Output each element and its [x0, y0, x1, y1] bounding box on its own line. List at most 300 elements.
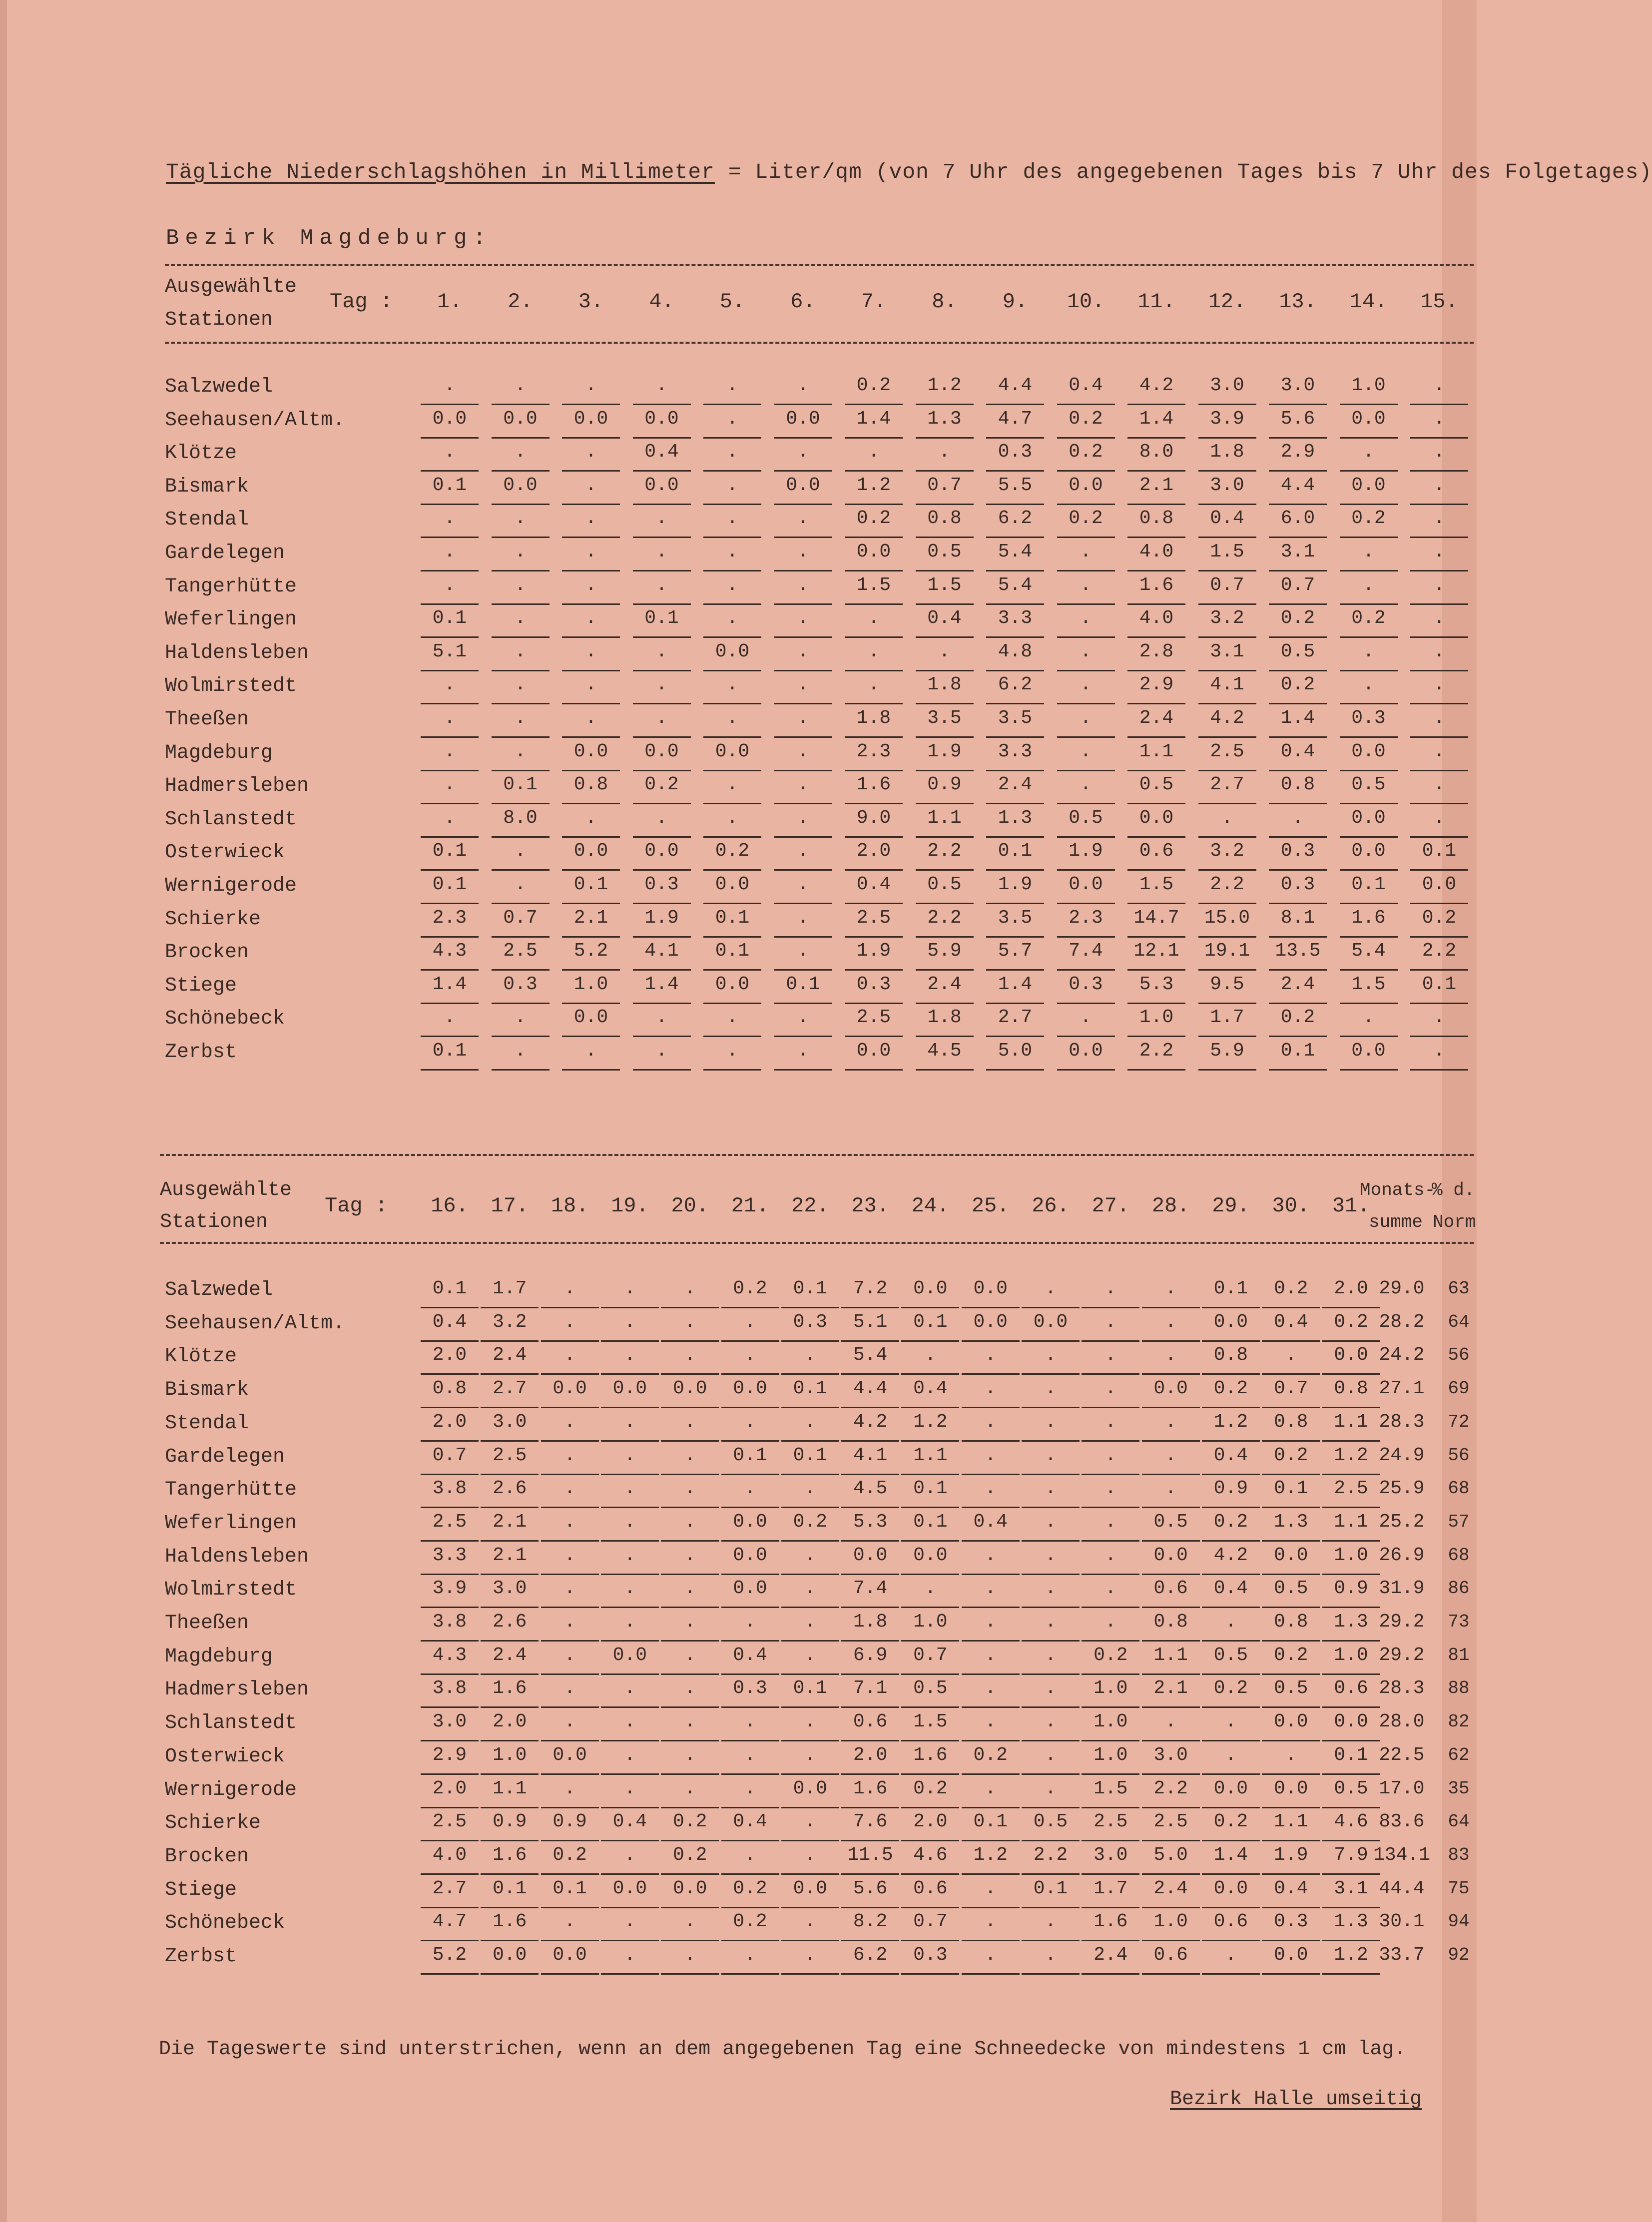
precip-cell: .	[633, 1036, 691, 1071]
precip-cell: 1.8	[1198, 437, 1256, 472]
precip-cell: .	[721, 1407, 779, 1442]
precip-cell: 3.1	[1269, 537, 1327, 571]
precip-cell: 1.1	[1262, 1807, 1320, 1841]
precip-cell: 1.0	[562, 970, 620, 1004]
station-name: Zerbst	[165, 1041, 237, 1064]
precip-cell: .	[721, 1774, 779, 1808]
precip-cell: 0.8	[421, 1374, 479, 1408]
precip-cell: 1.1	[1142, 1641, 1200, 1675]
precip-cell: .	[781, 1840, 839, 1875]
precip-cell: .	[1022, 1507, 1080, 1542]
precip-cell: 0.0	[562, 1003, 620, 1037]
precip-cell: .	[421, 570, 479, 605]
precip-cell: .	[661, 1907, 719, 1941]
station-name: Hadmersleben	[165, 1678, 309, 1701]
precip-cell: .	[703, 603, 761, 638]
precip-cell: 2.2	[1198, 870, 1256, 904]
precip-cell: 2.4	[1269, 970, 1327, 1004]
precip-cell: 5.1	[421, 637, 479, 671]
table-row	[0, 1507, 1477, 1540]
precip-cell: 5.3	[841, 1507, 899, 1542]
precip-cell: 0.2	[1262, 1441, 1320, 1475]
precip-cell: .	[721, 1607, 779, 1642]
table-row	[0, 737, 1477, 770]
precip-cell: 2.9	[1269, 437, 1327, 472]
monthly-sum: 31.9	[1379, 1578, 1425, 1600]
percent-of-norm: 68	[1448, 1478, 1470, 1499]
precip-cell: .	[703, 537, 761, 571]
precip-cell: .	[633, 1003, 691, 1037]
precip-cell: 0.0	[1057, 1036, 1115, 1071]
table-row	[0, 1407, 1477, 1440]
precip-cell: 1.1	[901, 1441, 959, 1475]
precip-cell: .	[1022, 1740, 1080, 1775]
precip-cell: 0.4	[1057, 371, 1115, 405]
precip-cell: .	[781, 1474, 839, 1508]
precip-cell: 1.1	[1127, 737, 1185, 771]
station-name: Seehausen/Altm.	[165, 409, 345, 432]
station-name: Gardelegen	[165, 1445, 285, 1468]
precip-cell: 0.0	[703, 970, 761, 1004]
precip-cell: 2.2	[1410, 936, 1468, 971]
monthly-sum: 28.3	[1379, 1411, 1425, 1433]
precip-cell: 2.0	[421, 1774, 479, 1808]
precip-cell: 1.0	[1322, 1541, 1380, 1575]
table-row	[0, 1607, 1477, 1640]
precip-cell: 0.4	[721, 1641, 779, 1675]
precip-cell: .	[541, 1307, 599, 1342]
precip-cell: 0.9	[481, 1807, 539, 1841]
precip-cell: 1.9	[986, 870, 1044, 904]
precip-cell: .	[962, 1774, 1020, 1808]
divider-table2-top	[160, 1154, 1474, 1156]
precip-cell: .	[774, 703, 832, 738]
day-header: 25.	[971, 1194, 1010, 1218]
precip-cell: 0.0	[721, 1541, 779, 1575]
table-row	[0, 1874, 1477, 1907]
precip-cell: 0.7	[901, 1641, 959, 1675]
precip-cell: .	[962, 1574, 1020, 1608]
precip-cell: .	[1410, 471, 1468, 505]
precip-cell: 0.6	[1142, 1940, 1200, 1975]
percent-of-norm: 68	[1448, 1545, 1470, 1566]
precip-cell: 4.1	[633, 936, 691, 971]
precip-cell: 0.8	[1262, 1607, 1320, 1642]
precip-cell: 1.4	[845, 404, 903, 439]
table-row	[0, 1036, 1477, 1069]
day-header: 28.	[1151, 1194, 1190, 1218]
precip-cell: .	[774, 637, 832, 671]
precip-cell: 0.0	[1142, 1374, 1200, 1408]
precip-cell: .	[774, 936, 832, 971]
precip-cell: 0.1	[962, 1807, 1020, 1841]
precip-cell: 5.6	[841, 1874, 899, 1908]
precip-cell: .	[1057, 637, 1115, 671]
precip-cell: 0.2	[661, 1840, 719, 1875]
precip-cell: 0.0	[541, 1740, 599, 1775]
precip-cell: .	[774, 670, 832, 704]
percent-of-norm: 62	[1448, 1744, 1470, 1765]
precip-cell: 0.0	[1262, 1774, 1320, 1808]
precip-cell: 1.0	[481, 1740, 539, 1775]
precip-cell: 2.0	[421, 1407, 479, 1442]
precip-cell: 0.2	[901, 1774, 959, 1808]
monthly-sum: 28.2	[1379, 1311, 1425, 1333]
station-name: Wernigerode	[165, 875, 297, 897]
precip-cell: 0.1	[492, 770, 550, 804]
precip-cell: .	[661, 1673, 719, 1708]
precip-cell: 4.2	[1127, 371, 1185, 405]
precip-cell: 0.2	[1262, 1274, 1320, 1308]
precip-cell: 5.9	[916, 936, 974, 971]
precip-cell: 0.3	[492, 970, 550, 1004]
table-row	[0, 1807, 1477, 1840]
precip-cell: 2.5	[481, 1441, 539, 1475]
precip-cell: 1.0	[1082, 1707, 1139, 1741]
precip-cell: .	[661, 1607, 719, 1642]
precip-cell: .	[721, 1307, 779, 1342]
precip-cell: 0.0	[774, 404, 832, 439]
precip-cell: .	[1142, 1441, 1200, 1475]
precip-cell: 1.8	[841, 1607, 899, 1642]
precip-cell: .	[562, 537, 620, 571]
precip-cell: .	[1340, 437, 1398, 472]
day-header: 22.	[791, 1194, 829, 1218]
precip-cell: .	[703, 371, 761, 405]
precip-cell: 2.4	[916, 970, 974, 1004]
precip-cell: .	[774, 870, 832, 904]
precip-cell: .	[916, 437, 974, 472]
day-header: 30.	[1272, 1194, 1310, 1218]
precip-cell: 0.0	[1202, 1307, 1260, 1342]
precip-cell: .	[1082, 1274, 1139, 1308]
precip-cell: 1.3	[1322, 1907, 1380, 1941]
precip-cell: 1.4	[1202, 1840, 1260, 1875]
monthly-sum: 44.4	[1379, 1877, 1425, 1899]
precip-cell: .	[1082, 1374, 1139, 1408]
precip-cell: 0.0	[1340, 1036, 1398, 1071]
precip-cell: 1.1	[1322, 1407, 1380, 1442]
precip-cell: .	[633, 371, 691, 405]
station-name: Schlanstedt	[165, 808, 297, 831]
precip-cell: .	[492, 603, 550, 638]
precip-cell: 0.1	[1410, 836, 1468, 871]
precip-cell: .	[1142, 1407, 1200, 1442]
precip-cell: 0.5	[916, 537, 974, 571]
station-name: Magdeburg	[165, 1645, 273, 1668]
precip-cell: 2.5	[492, 936, 550, 971]
precip-cell: 2.7	[1198, 770, 1256, 804]
precip-cell: 1.8	[916, 1003, 974, 1037]
precip-cell: 0.1	[1340, 870, 1398, 904]
title-main: Tägliche Niederschlagshöhen in Millimeter	[166, 160, 715, 184]
day-header: 18.	[551, 1194, 589, 1218]
precip-cell: .	[1022, 1774, 1080, 1808]
monthly-sum: 33.7	[1379, 1944, 1425, 1966]
day-header: 3.	[578, 290, 604, 314]
precip-cell: .	[1022, 1607, 1080, 1642]
table-row	[0, 1840, 1477, 1873]
precip-cell: .	[962, 1940, 1020, 1975]
precip-cell: 0.0	[1262, 1707, 1320, 1741]
precip-cell: 0.1	[1410, 970, 1468, 1004]
precip-cell: .	[781, 1641, 839, 1675]
precip-cell: 0.4	[1262, 1307, 1320, 1342]
precip-cell: .	[541, 1574, 599, 1608]
precip-cell: .	[492, 437, 550, 472]
precip-cell: 1.9	[916, 737, 974, 771]
precip-cell: .	[774, 803, 832, 838]
precip-cell: 0.2	[1057, 437, 1115, 472]
precip-cell: .	[541, 1541, 599, 1575]
precip-cell: .	[703, 504, 761, 538]
precip-cell: 2.3	[421, 903, 479, 938]
precip-cell: 0.1	[901, 1307, 959, 1342]
precip-cell: 0.2	[781, 1507, 839, 1542]
precip-cell: .	[1410, 1036, 1468, 1071]
day-header: 10.	[1067, 290, 1105, 314]
precip-cell: 0.3	[1269, 836, 1327, 871]
precip-cell: 3.0	[421, 1707, 479, 1741]
precip-cell: .	[601, 1441, 659, 1475]
precip-cell: 0.5	[1262, 1673, 1320, 1708]
precip-cell: .	[541, 1907, 599, 1941]
station-name: Osterwieck	[165, 1745, 285, 1768]
precip-cell: 0.0	[633, 404, 691, 439]
precip-cell: 1.1	[916, 803, 974, 838]
precip-cell: 0.0	[1142, 1541, 1200, 1575]
precip-cell: 12.1	[1127, 936, 1185, 971]
precip-cell: .	[541, 1507, 599, 1542]
precip-cell: .	[541, 1274, 599, 1308]
precip-cell: 0.0	[661, 1874, 719, 1908]
precip-cell: 0.7	[916, 471, 974, 505]
day-header: 8.	[932, 290, 957, 314]
precip-cell: 0.4	[633, 437, 691, 472]
precip-cell: 3.0	[1142, 1740, 1200, 1775]
precip-cell: 1.6	[1127, 570, 1185, 605]
day-header: 2.	[508, 290, 533, 314]
precip-cell: 0.2	[1057, 504, 1115, 538]
precip-cell: 0.9	[1202, 1474, 1260, 1508]
precip-cell: 0.0	[721, 1507, 779, 1542]
precip-cell: .	[601, 1707, 659, 1741]
percent-of-norm: 72	[1448, 1411, 1470, 1432]
station-name: Theeßen	[165, 1612, 249, 1635]
precip-cell: .	[492, 371, 550, 405]
day-header: 21.	[731, 1194, 769, 1218]
precip-cell: 3.5	[986, 903, 1044, 938]
precip-cell: 0.1	[1202, 1274, 1260, 1308]
precip-cell: 4.0	[1127, 603, 1185, 638]
precip-cell: .	[962, 1374, 1020, 1408]
precip-cell: 0.0	[601, 1641, 659, 1675]
station-name: Brocken	[165, 1845, 249, 1868]
precip-cell: .	[661, 1774, 719, 1808]
header2-sum-line2: summe	[1369, 1212, 1423, 1232]
precip-cell: 1.8	[845, 703, 903, 738]
precip-cell: 4.6	[901, 1840, 959, 1875]
station-name: Salzwedel	[165, 376, 273, 398]
precip-cell: 4.3	[421, 936, 479, 971]
station-name: Stiege	[165, 1878, 237, 1901]
precip-cell: 0.4	[1198, 504, 1256, 538]
station-name: Wolmirstedt	[165, 1579, 297, 1602]
precip-cell: 2.9	[1127, 670, 1185, 704]
precip-cell: 0.0	[541, 1374, 599, 1408]
precip-cell: 1.7	[1198, 1003, 1256, 1037]
precip-cell: 4.5	[916, 1036, 974, 1071]
precip-cell: 1.2	[1202, 1407, 1260, 1442]
precip-cell: 3.3	[986, 603, 1044, 638]
precip-cell: .	[1410, 770, 1468, 804]
precip-cell: 7.6	[841, 1807, 899, 1841]
precip-cell: 1.0	[1322, 1641, 1380, 1675]
day-header: 11.	[1137, 290, 1175, 314]
station-name: Haldensleben	[165, 1545, 309, 1568]
precip-cell: 5.0	[986, 1036, 1044, 1071]
precip-cell: .	[421, 504, 479, 538]
precip-cell: 0.0	[633, 737, 691, 771]
precip-cell: 8.0	[1127, 437, 1185, 472]
table-row	[0, 703, 1477, 736]
precip-cell: .	[703, 437, 761, 472]
precip-cell: 2.6	[481, 1607, 539, 1642]
precip-cell: .	[1262, 1740, 1320, 1775]
precip-cell: .	[562, 504, 620, 538]
precip-cell: 0.0	[845, 537, 903, 571]
precip-cell: 0.7	[421, 1441, 479, 1475]
precip-cell: 0.8	[1262, 1407, 1320, 1442]
day-header: 19.	[611, 1194, 649, 1218]
precip-cell: .	[541, 1707, 599, 1741]
precip-cell: 0.1	[781, 1441, 839, 1475]
precip-cell: 4.4	[986, 371, 1044, 405]
precip-cell: 1.4	[1127, 404, 1185, 439]
precip-cell: 2.5	[1198, 737, 1256, 771]
precip-cell: .	[1410, 637, 1468, 671]
day-header: 1.	[437, 290, 463, 314]
table-row	[0, 1907, 1477, 1940]
precip-cell: .	[601, 1774, 659, 1808]
precip-cell: .	[421, 770, 479, 804]
precip-cell: 2.5	[421, 1507, 479, 1542]
precip-cell: .	[1198, 803, 1256, 838]
station-name: Schlanstedt	[165, 1712, 297, 1735]
precip-cell: .	[1057, 670, 1115, 704]
precip-cell: 5.4	[1340, 936, 1398, 971]
precip-cell: 0.0	[781, 1874, 839, 1908]
precip-cell: 0.3	[901, 1940, 959, 1975]
precip-cell: .	[661, 1441, 719, 1475]
precip-cell: 1.5	[916, 570, 974, 605]
precip-cell: 0.3	[1269, 870, 1327, 904]
table-row	[0, 1274, 1477, 1307]
precip-cell: 0.0	[1022, 1307, 1080, 1342]
precip-cell: 3.2	[481, 1307, 539, 1342]
day-header: 17.	[491, 1194, 529, 1218]
precip-cell: 4.4	[841, 1374, 899, 1408]
precip-cell: .	[1057, 737, 1115, 771]
table-row	[0, 1574, 1477, 1607]
precip-cell: 0.5	[1142, 1507, 1200, 1542]
header-label-line1: Ausgewählte	[165, 276, 297, 298]
precip-cell: 3.5	[916, 703, 974, 738]
precip-cell: .	[661, 1940, 719, 1975]
precip-cell: .	[703, 1003, 761, 1037]
precip-cell: .	[601, 1340, 659, 1375]
precip-cell: 3.0	[1198, 371, 1256, 405]
precip-cell: .	[1142, 1307, 1200, 1342]
table-row	[0, 1673, 1477, 1706]
station-name: Haldensleben	[165, 641, 309, 664]
table-row	[0, 1707, 1477, 1740]
precip-cell: 6.2	[986, 504, 1044, 538]
precip-cell: 2.1	[481, 1507, 539, 1542]
precip-cell: 0.4	[901, 1374, 959, 1408]
precip-cell: .	[1410, 703, 1468, 738]
precip-cell: 1.9	[633, 903, 691, 938]
precip-cell: 7.4	[841, 1574, 899, 1608]
precip-cell: 0.0	[845, 1036, 903, 1071]
precip-cell: 1.8	[916, 670, 974, 704]
precip-cell: 3.2	[1198, 603, 1256, 638]
station-name: Stendal	[165, 509, 249, 532]
precip-cell: 0.0	[1057, 471, 1115, 505]
percent-of-norm: 88	[1448, 1678, 1470, 1699]
table-row	[0, 903, 1477, 936]
monthly-sum: 25.9	[1379, 1478, 1425, 1500]
precip-cell: 0.0	[1340, 404, 1398, 439]
precip-cell: 1.6	[1082, 1907, 1139, 1941]
header-label-line2: Stationen	[165, 309, 273, 331]
precip-cell: .	[633, 670, 691, 704]
precip-cell: 1.3	[1322, 1607, 1380, 1642]
precip-cell: .	[1022, 1574, 1080, 1608]
precip-cell: .	[1082, 1307, 1139, 1342]
precip-cell: 0.8	[562, 770, 620, 804]
precip-cell: 1.2	[1322, 1940, 1380, 1975]
precip-cell: .	[781, 1407, 839, 1442]
day-header: 9.	[1002, 290, 1028, 314]
precip-cell: .	[781, 1940, 839, 1975]
precip-cell: 0.5	[1262, 1574, 1320, 1608]
precip-cell: .	[633, 703, 691, 738]
precip-cell: 0.0	[1410, 870, 1468, 904]
footer-next-page-link[interactable]: Bezirk Halle umseitig	[1170, 2088, 1422, 2111]
monthly-sum: 25.2	[1379, 1511, 1425, 1533]
percent-of-norm: 57	[1448, 1511, 1470, 1532]
precip-cell: .	[541, 1774, 599, 1808]
day-header: 14.	[1349, 290, 1388, 314]
precip-cell: .	[962, 1874, 1020, 1908]
precip-cell: 6.2	[841, 1940, 899, 1975]
precip-cell: 0.3	[1340, 703, 1398, 738]
table-row	[0, 437, 1477, 470]
precip-cell: .	[703, 703, 761, 738]
table-row	[0, 670, 1477, 703]
precip-cell: .	[492, 836, 550, 871]
precip-cell: .	[601, 1507, 659, 1542]
table-row	[0, 936, 1477, 969]
precip-cell: .	[1022, 1541, 1080, 1575]
precip-cell: .	[661, 1274, 719, 1308]
precip-cell: .	[1057, 1003, 1115, 1037]
precip-cell: .	[492, 637, 550, 671]
table-row	[0, 803, 1477, 836]
precip-cell: 3.3	[421, 1541, 479, 1575]
precip-cell: 0.2	[1340, 603, 1398, 638]
